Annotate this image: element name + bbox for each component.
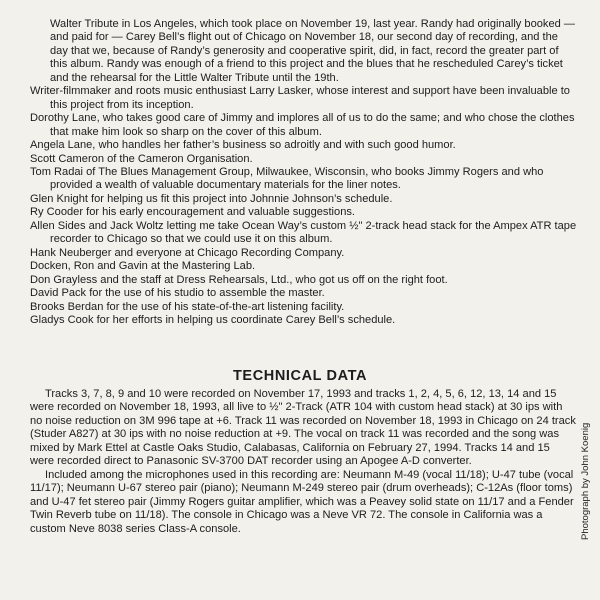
ack-entry-scott-cameron: Scott Cameron of the Cameron Organisation.: [30, 152, 253, 165]
ack-entry-larry-lasker: Writer-filmmaker and roots music enthusiast Larry Lasker, whose interest and support have been invaluable to this project from its inception.: [30, 85, 570, 111]
ack-entry-tom-radai: Tom Radai of The Blues Management Group, Milwaukee, Wisconsin, who books Jimmy Rogers and who provided a wealth of valuable documentary materials for the liner notes.: [30, 165, 544, 192]
ack-entry-angela-lane: Angela Lane, who handles her father’s business so adroitly and with such good humor.: [30, 139, 456, 152]
ack-entry-brooks-berdan: Brooks Berdan for the use of his state-of-the-art listening facility.: [30, 300, 345, 313]
ack-paragraph-continuation: Walter Tribute in Los Angeles, which took place on November 19, last year. Randy had originally booked — and paid for — Carey Bell’s flight out of Chicago on November 18, our second day of recording, and the day that we, because of Randy’s generosity and cooperative spirit, did, in fact, record the greater part of this album. Randy was enough of a friend to this project and the blues that he rescheduled Carey’s ticket and the rehearsal for the Little Walter Tribute until the 19th.: [50, 18, 575, 84]
technical-paragraph-microphones: Included among the microphones used in this recording are: Neumann M-49 (vocal 11/18); U-47 tube (vocal 11/17); Neumann U-67 stereo pair (piano); Neumann M-249 stereo pair (drum overheads); C-12As (floor toms) and U-47 fet stereo pair (Jimmy Rogers guitar amplifier, which was a Peavey solid state on 11/17 and a Fender Twin Reverb tube on 11/18). The console in Chicago was a Neve VR 72. The console in California was a custom Neve 8038 series Class-A console.: [30, 468, 574, 535]
photo-credit: Photograph by John Koenig: [580, 422, 591, 540]
ack-entry-glen-knight: Glen Knight for helping us fit this project into Johnnie Johnson’s schedule.: [30, 192, 393, 205]
ack-entry-dorothy-lane: Dorothy Lane, who takes good care of Jimmy and implores all of us to do the same; and who chose the clothes that make him look so sharp on the cover of this album.: [30, 112, 575, 138]
acknowledgments-list: [30, 18, 578, 327]
ack-entry-docken: Docken, Ron and Gavin at the Mastering Lab.: [30, 260, 256, 273]
ack-entry-gladys-cook: Gladys Cook for her efforts in helping us coordinate Carey Bell’s schedule.: [30, 313, 396, 326]
technical-data-heading: TECHNICAL DATA: [232, 368, 368, 384]
ack-entry-david-pack: David Pack for the use of his studio to assemble the master.: [30, 287, 325, 300]
ack-entry-allen-sides: Allen Sides and Jack Woltz letting me take Ocean Way’s custom ½" 2-track head stack for the Ampex ATR tape recorder to Chicago so that we could use it on this album.: [30, 219, 577, 246]
ack-entry-don-grayless: Don Grayless and the staff at Dress Rehearsals, Ltd., who got us off on the right foot.: [30, 273, 448, 286]
technical-data-section: [30, 388, 576, 536]
ack-entry-hank-neuberger: Hank Neuberger and everyone at Chicago Recording Company.: [30, 246, 345, 259]
ack-entry-ry-cooder: Ry Cooder for his early encouragement and valuable suggestions.: [30, 206, 355, 219]
technical-paragraph-recording: Tracks 3, 7, 8, 9 and 10 were recorded on November 17, 1993 and tracks 1, 2, 4, 5, 6, 12, 13, 14 and 15 were recorded on November 18, 1993, all live to ½" 2-Track (ATR 104 with custom head stack) at 30 ips with no noise reduction on 3M 996 tape at +6. Track 11 was recorded on November 18, 1993 in Chicago on 24 track (Studer A827) at 30 ips with no noise reduction at +9. The vocal on track 11 was recorded and the song was mixed by Mark Ettel at Castle Oaks Studio, Calabasas, California on February 27, 1994. Tracks 14 and 15 were recorded direct to Panasonic SV-3700 DAT recorder using an Apogee A-D converter.: [30, 388, 576, 468]
